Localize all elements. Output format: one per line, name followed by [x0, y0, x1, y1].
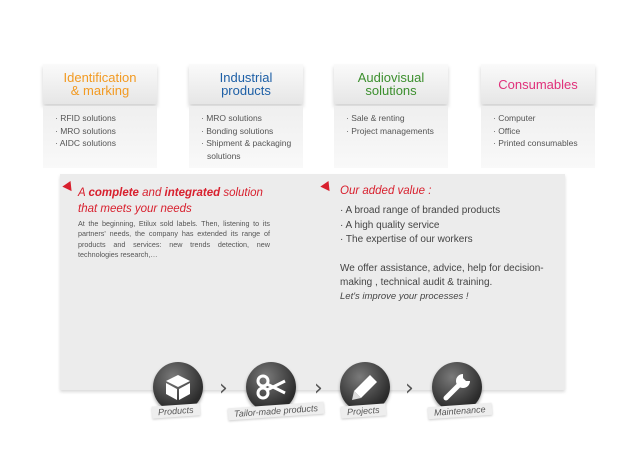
wrench-icon: [441, 371, 473, 403]
chevron-right-icon: ›: [405, 376, 414, 401]
added-value-list: [340, 204, 500, 248]
list-item: · Sale & renting: [346, 113, 405, 123]
list-item: · Bonding solutions: [201, 125, 274, 136]
category-industrial-list: [189, 106, 303, 168]
step-label[interactable]: Maintenance: [428, 403, 492, 419]
title-text: and: [138, 187, 165, 199]
category-title-line1: Industrial: [219, 70, 273, 85]
list-item: · Office: [493, 125, 521, 136]
step-label[interactable]: Tailor-made products: [228, 402, 325, 421]
list-item: · Shipment & packaging: [201, 138, 292, 148]
category-identification-header[interactable]: [43, 64, 157, 104]
category-title-line2: & marking: [70, 83, 130, 98]
category-identification-list: [43, 106, 157, 168]
category-title-line1: Audiovisual: [357, 70, 425, 85]
list-item: · MRO solutions: [55, 125, 116, 136]
left-section-title: [78, 185, 263, 217]
left-section-text: At the beginning, Etilux sold labels. Then, listening to its partners' needs, the company has extended its range of products and services: new trends detection, new technologies research,…: [78, 219, 270, 259]
list-item: · MRO solutions: [201, 113, 262, 123]
category-consumables-header[interactable]: [481, 64, 595, 104]
title-text: A: [78, 187, 89, 199]
chevron-right-icon: ›: [314, 376, 323, 401]
scissors-icon: [255, 371, 287, 403]
list-item: · The expertise of our workers: [340, 234, 473, 245]
category-title-line1: Consumables: [498, 76, 578, 92]
list-item: solutions: [207, 150, 241, 161]
slogan: Let's improve your processes !: [340, 291, 469, 302]
step-label[interactable]: Products: [152, 403, 200, 418]
title-text: that meets your needs: [78, 203, 192, 215]
category-audiovisual-list: [334, 106, 448, 168]
list-item: · Printed consumables: [493, 138, 578, 148]
right-section-title: Our added value :: [340, 185, 432, 197]
list-item: · RFID solutions: [55, 113, 116, 123]
list-item: · AIDC solutions: [55, 138, 116, 148]
category-audiovisual-header[interactable]: [334, 64, 448, 104]
assistance-paragraph: We offer assistance, advice, help for decision-making , technical audit & training.: [340, 263, 544, 288]
title-text: solution: [220, 187, 263, 199]
chevron-right-icon: ›: [219, 376, 228, 401]
category-industrial-header[interactable]: [189, 64, 303, 104]
title-emphasis: complete: [88, 187, 139, 199]
pencil-icon: [350, 372, 380, 402]
list-item: · A high quality service: [340, 219, 440, 231]
category-title-line2: products: [221, 83, 271, 98]
title-emphasis: integrated: [164, 187, 221, 199]
list-item: · Project managements: [346, 125, 434, 136]
box-icon: [163, 372, 193, 402]
list-item: · A broad range of branded products: [340, 205, 501, 216]
step-label[interactable]: Projects: [341, 403, 386, 418]
list-item: · Computer: [493, 113, 536, 123]
category-title-line1: Identification: [63, 70, 137, 85]
category-title-line2: solutions: [365, 83, 417, 98]
category-consumables-list: [481, 106, 595, 168]
